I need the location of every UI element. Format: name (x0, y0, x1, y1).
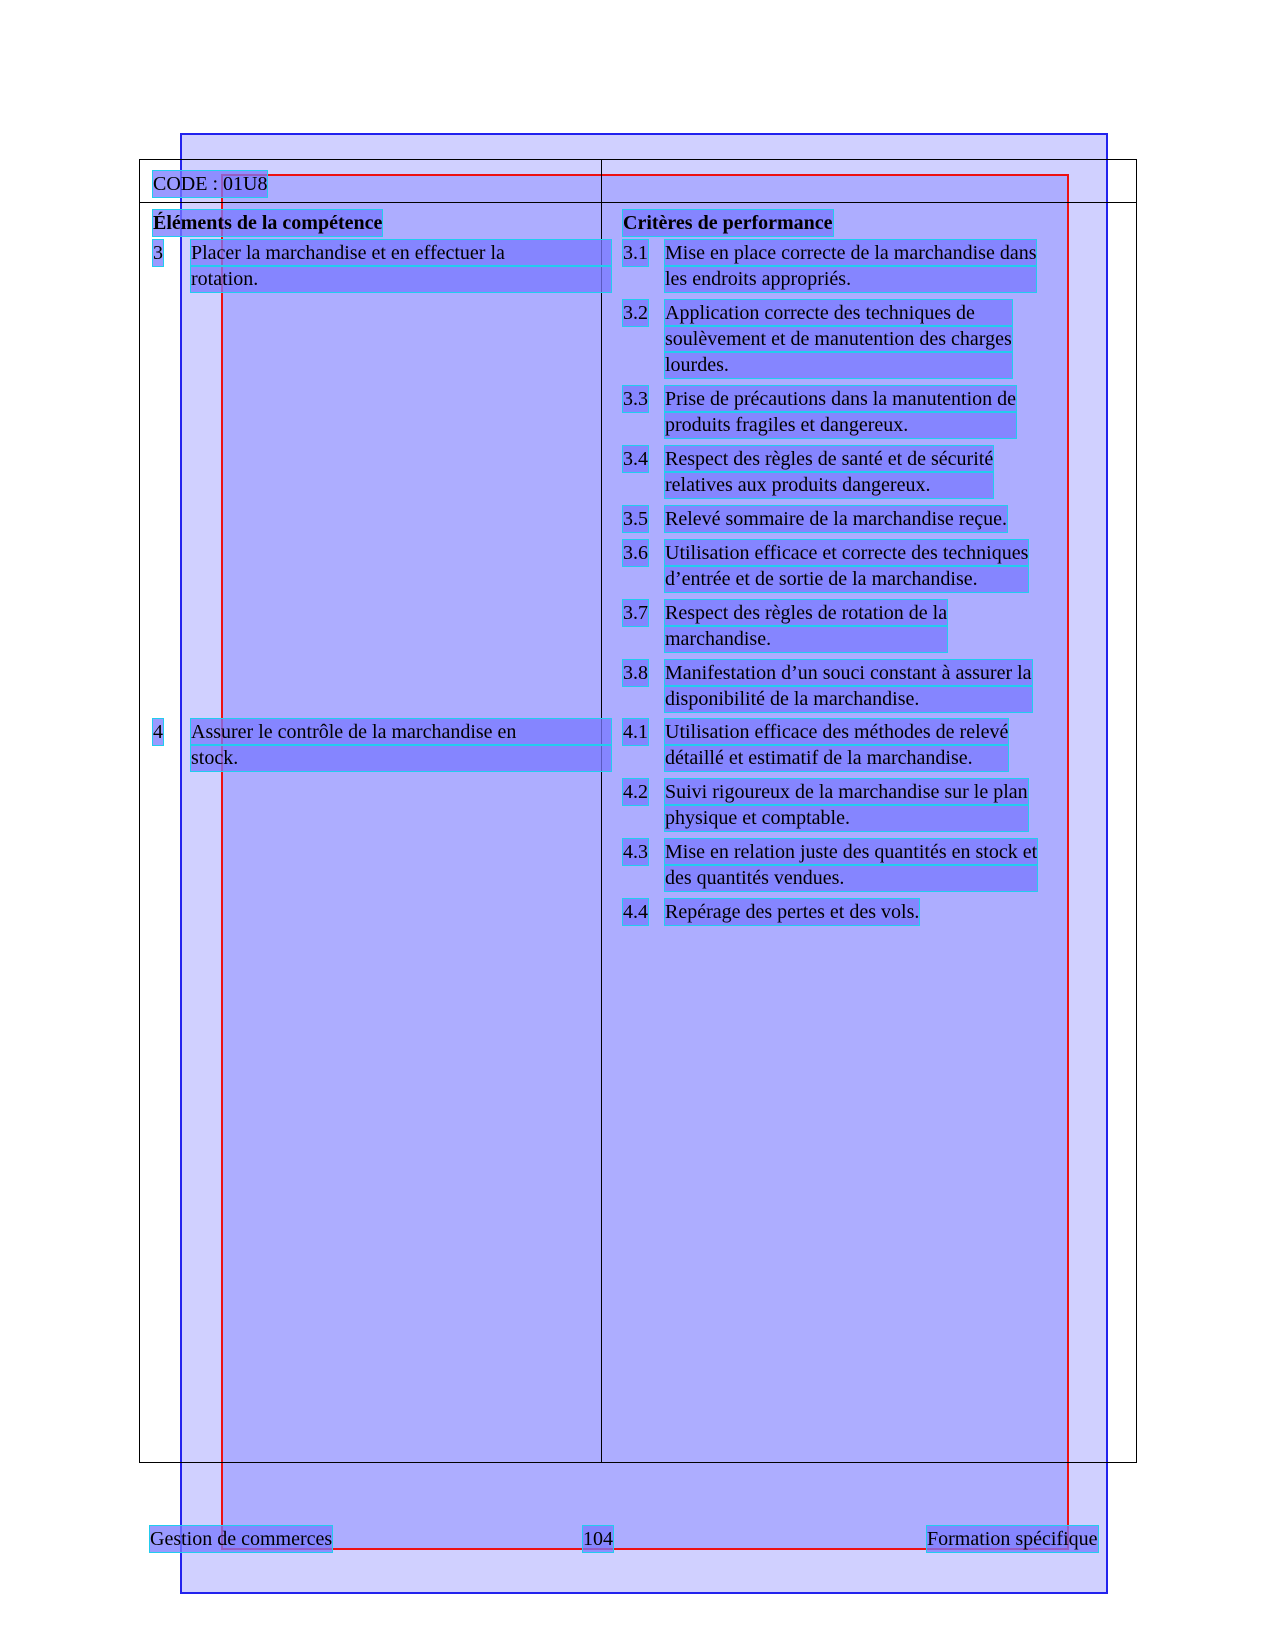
criterion-number: 4.2 (623, 781, 648, 803)
criterion-number: 4.3 (623, 841, 648, 863)
criterion-text (665, 839, 1037, 891)
criterion-text-line: marchandise. (665, 626, 947, 652)
criterion-number: 4.4 (623, 901, 648, 923)
criterion-text-line: Respect des règles de santé et de sécurité (665, 448, 994, 470)
criterion-text (665, 719, 1008, 771)
element-number: 3 (153, 242, 163, 264)
criterion-text-line: détaillé et estimatif de la marchandise. (665, 745, 1008, 771)
criterion-text-line: soulèvement et de manutention des charges (665, 328, 1012, 350)
criterion-text-line: Relevé sommaire de la marchandise reçue. (665, 508, 1008, 530)
criterion-text (665, 386, 1016, 438)
criterion-text (665, 240, 1036, 292)
competency-code: CODE : 01U8 (153, 173, 268, 195)
criterion-text-line: Suivi rigoureux de la marchandise sur le plan (665, 781, 1028, 803)
table-column-divider (601, 159, 602, 1463)
element-text-line: Assurer le contrôle de la marchandise en (191, 719, 611, 745)
criterion-number: 3.8 (623, 662, 648, 684)
criterion-number: 3.6 (623, 542, 648, 564)
criterion-number: 3.1 (623, 242, 648, 264)
criterion-number: 3.2 (623, 302, 648, 324)
criterion-text-line: Repérage des pertes et des vols. (665, 901, 920, 923)
criterion-text-line: lourdes. (665, 352, 1012, 378)
criterion-text-line: Manifestation d’un souci constant à assurer la (665, 662, 1032, 684)
criterion-text (665, 899, 919, 925)
element-text (191, 240, 611, 292)
table-header-divider (139, 202, 1137, 203)
criterion-number: 3.4 (623, 448, 648, 470)
criterion-text (665, 446, 993, 498)
criterion-text (665, 506, 1007, 532)
heading-criteria: Critères de performance (623, 212, 833, 234)
element-text-line: rotation. (191, 266, 611, 292)
footer-page-number: 104 (583, 1528, 613, 1550)
element-text (191, 719, 611, 771)
criterion-text (665, 779, 1028, 831)
element-text-line: Placer la marchandise et en effectuer la (191, 240, 611, 266)
criterion-text-line: physique et comptable. (665, 805, 1028, 831)
heading-elements: Éléments de la compétence (153, 212, 383, 234)
criterion-text-line: d’entrée et de sortie de la marchandise. (665, 566, 1028, 592)
criterion-text-line: Utilisation efficace des méthodes de relevé (665, 721, 1009, 743)
criterion-text-line: Respect des règles de rotation de la (665, 602, 948, 624)
criterion-text-line: produits fragiles et dangereux. (665, 412, 1016, 438)
criterion-text-line: Application correcte des techniques de (665, 300, 1012, 326)
criterion-number: 3.3 (623, 388, 648, 410)
criterion-text-line: Mise en place correcte de la marchandise dans (665, 242, 1037, 264)
criterion-text-line: des quantités vendues. (665, 865, 1037, 891)
criterion-text-line: Utilisation efficace et correcte des techniques (665, 542, 1029, 564)
criterion-text-line: les endroits appropriés. (665, 266, 1036, 292)
footer-section-name: Formation spécifique (927, 1528, 1098, 1550)
criterion-text-line: relatives aux produits dangereux. (665, 472, 993, 498)
element-number: 4 (153, 721, 163, 743)
footer-program-name: Gestion de commerces (150, 1528, 333, 1550)
criterion-text-line: Mise en relation juste des quantités en stock et (665, 841, 1038, 863)
criterion-text (665, 540, 1028, 592)
criterion-text (665, 600, 947, 652)
criterion-number: 3.5 (623, 508, 648, 530)
criterion-number: 4.1 (623, 721, 648, 743)
element-text-line: stock. (191, 745, 611, 771)
criterion-text (665, 300, 1012, 378)
criterion-text-line: disponibilité de la marchandise. (665, 686, 1032, 712)
criterion-text (665, 660, 1032, 712)
criterion-text-line: Prise de précautions dans la manutention de (665, 388, 1017, 410)
criterion-number: 3.7 (623, 602, 648, 624)
